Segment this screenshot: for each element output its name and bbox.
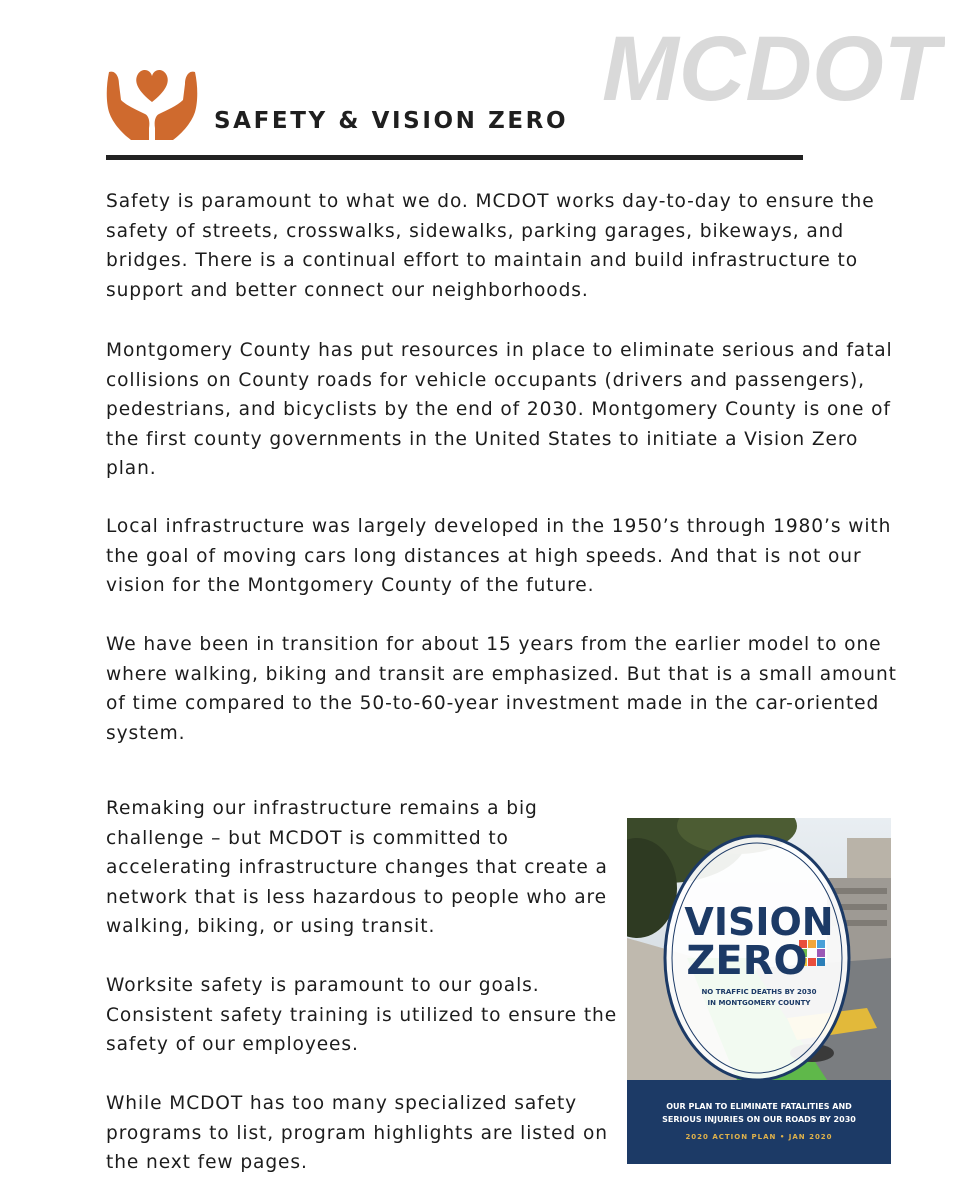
paragraph-transition: We have been in transition for about 15 years from the earlier model to one where walking, biking and transit are emphasized. But that is a small amount of time compared to the 50-to-60-year investment made in the car-oriented system.: [106, 634, 897, 744]
page-title: SAFETY & VISION ZERO: [214, 108, 569, 134]
paragraph-safety-intro: Safety is paramount to what we do. MCDOT works day-to-day to ensure the safety of streets, crosswalks, sidewalks, parking garages, bikeways, and bridges. There is a continual effort to maintain and build infrastructure to support and better connect our neighborhoods.: [106, 191, 875, 301]
vision-zero-cover-image: [627, 818, 891, 1164]
cover-title-zero: ZERO: [686, 938, 808, 984]
cover-footer-line-3: 2020 ACTION PLAN • JAN 2020: [685, 1133, 833, 1141]
paragraph-local-infrastructure: Local infrastructure was largely developed in the 1950’s through 1980’s with the goal of moving cars long distances at high speeds. And that is not our vision for the Montgomery County of the future.: [106, 516, 892, 596]
paragraph-remaking-infrastructure: Remaking our infrastructure remains a big challenge – but MCDOT is committed to accelerating infrastructure changes that create a network that is less hazardous to people who are walking, biking, or using transit.: [106, 798, 608, 937]
cover-tagline-2: IN MONTGOMERY COUNTY: [707, 999, 811, 1007]
paragraph-worksite-safety: Worksite safety is paramount to our goals. Consistent safety training is utilized to ensure the safety of our employees.: [106, 975, 618, 1055]
cover-footer-line-1: OUR PLAN TO ELIMINATE FATALITIES AND: [666, 1102, 852, 1111]
cover-tagline-1: NO TRAFFIC DEATHS BY 2030: [701, 988, 817, 996]
cover-footer-line-2: SERIOUS INJURIES ON OUR ROADS BY 2030: [662, 1115, 856, 1124]
mcdot-logo-text: MCDOT: [602, 22, 945, 112]
mcdot-logo: [600, 22, 945, 112]
cover-title-vision: VISION: [684, 900, 834, 944]
paragraph-montgomery-resources: Montgomery County has put resources in place to eliminate serious and fatal collisions on County roads for vehicle occupants (drivers and passengers), pedestrians, and bicyclists by the end of 2030. Montgomery County is one of the first county governments in the United States to initiate a Vision Zero plan.: [106, 340, 893, 479]
paragraph-program-highlights: While MCDOT has too many specialized safety programs to list, program highlights are listed on the next few pages.: [106, 1093, 608, 1173]
title-divider: [106, 155, 803, 160]
hands-holding-heart-icon: [105, 66, 199, 142]
